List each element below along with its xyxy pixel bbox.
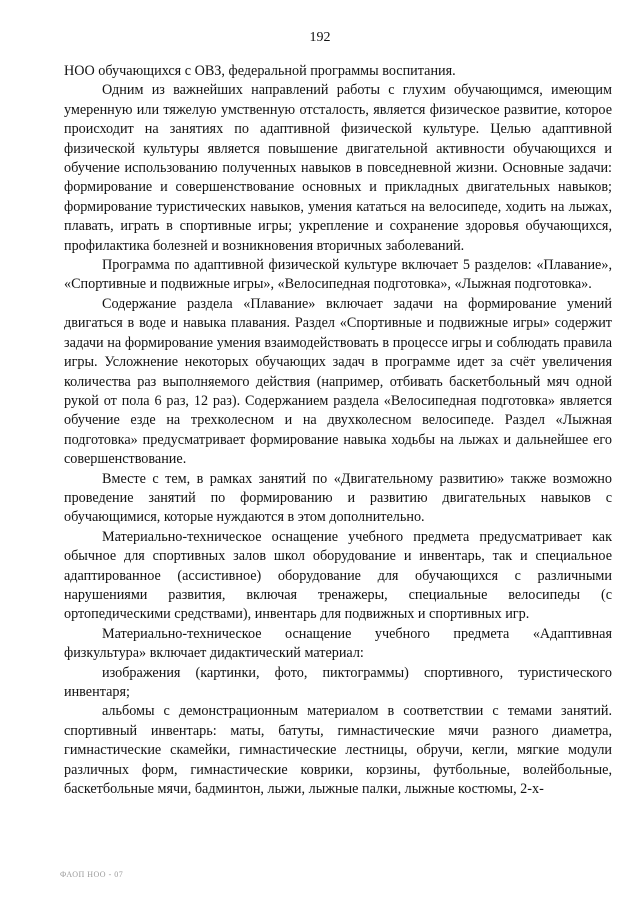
- footer-mark: ФАОП НОО - 07: [60, 870, 124, 879]
- paragraph: НОО обучающихся с ОВЗ, федеральной программы воспитания.: [64, 63, 456, 79]
- page-number: 192: [309, 30, 331, 45]
- paragraph: Программа по адаптивной физической культуре включает 5 разделов: «Плавание», «Спортивные и подвижные игры», «Велосипедная подготовка», «Лыжная подготовка».: [64, 257, 612, 293]
- paragraph: Содержание раздела «Плавание» включает задачи на формирование умений двигаться в воде и навыка плавания. Раздел «Спортивные и подвижные игры» содержит задачи на формирование умения взаимодействовать в процессе игры и соблюдать правила игры. Усложнение некоторых обучающих задач в программе идет за счёт увеличения количества раз выполняемого действия (например, отбивать баскетбольный мяч одной рукой от пола 6 раз, 12 раз). Содержанием раздела «Велосипедная подготовка» является обучение езде на трехколесном и на двухколесном велосипеде. Раздел «Лыжная подготовка» предусматривает формирование навыка ходьбы на лыжах и дальнейшее его совершенствование.: [64, 295, 612, 468]
- paragraph: Материально-техническое оснащение учебного предмета предусматривает как обычное для спортивных залов школ оборудование и инвентарь, так и специальное адаптированное (ассистивное) оборудование для обучающихся с различными нарушениями развития, включая тренажеры, специальные велосипеды (с ортопедическими средствами), инвентарь для подвижных и спортивных игр.: [64, 528, 612, 623]
- paragraph: Вместе с тем, в рамках занятий по «Двигательному развитию» также возможно проведение занятий по формированию и развитию двигательных навыков с обучающимися, которые нуждаются в этом дополнительно.: [64, 470, 612, 526]
- paragraph: изображения (картинки, фото, пиктограммы) спортивного, туристического инвентаря;: [64, 664, 612, 700]
- body-text: [64, 62, 612, 799]
- paragraph: Материально-техническое оснащение учебного предмета «Адаптивная физкультура» включает дидактический материал:: [64, 625, 612, 662]
- paragraph: альбомы с демонстрационным материалом в соответствии с темами занятий. спортивный инвентарь: маты, батуты, гимнастические мячи разного диаметра, гимнастические скамейки, гимнастические лестницы, обручи, кегли, мягкие модули различных форм, гимнастические коврики, корзины, футбольные, волейбольные, баскетбольные мячи, бадминтон, лыжи, лыжные палки, лыжные костюмы, 2-х-: [64, 703, 612, 798]
- paragraph: Одним из важнейших направлений работы с глухим обучающимся, имеющим умеренную или тяжелую умственную отсталость, является физическое развитие, которое происходит на занятиях по адаптивной физической культуре. Целью адаптивной физической культуры является повышение двигательной активности обучающихся и обучение использованию полученных навыков в повседневной жизни. Основные задачи: формирование и совершенствование основных и прикладных двигательных навыков; формирование туристических навыков, умения кататься на велосипеде, ходить на лыжах, плавать, играть в спортивные игры; укрепление и сохранение здоровья обучающихся, профилактика болезней и возникновения вторичных заболеваний.: [64, 82, 612, 254]
